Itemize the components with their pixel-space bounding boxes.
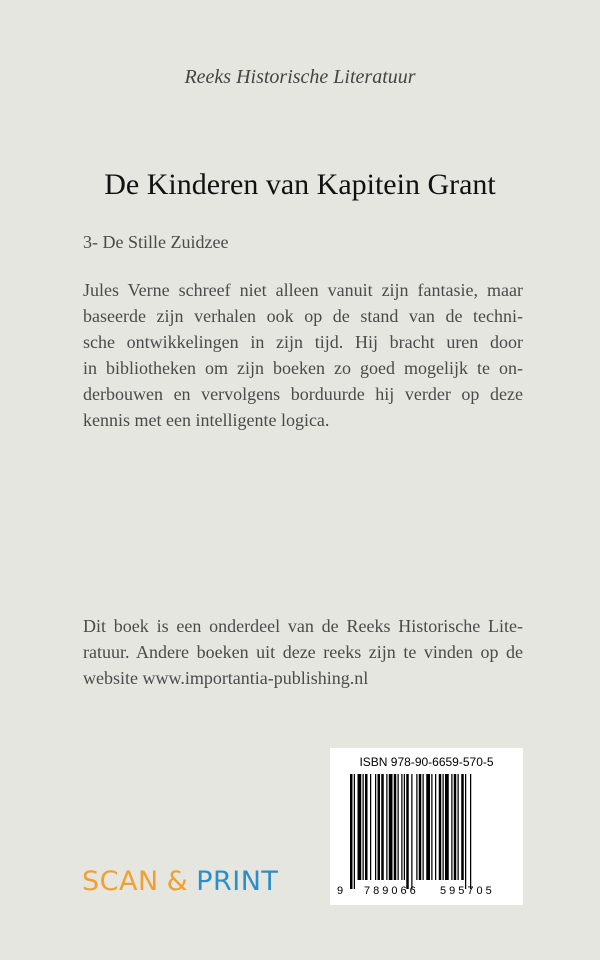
barcode-bar — [454, 774, 457, 880]
barcode-bar — [411, 774, 412, 889]
blurb-line: derbouwen en vervolgens borduurde hij verder op deze — [83, 384, 523, 404]
barcode-bar — [358, 774, 362, 880]
barcode-bar — [354, 774, 355, 889]
barcode-bar — [431, 774, 432, 880]
barcode-bar — [465, 774, 466, 889]
barcode-bar — [416, 774, 417, 880]
scan-and-print-logo — [82, 866, 278, 897]
logo-ampersand: & — [166, 866, 189, 897]
barcode-bar — [381, 774, 384, 880]
barcode-bar — [451, 774, 452, 880]
barcode-bar — [401, 774, 402, 880]
barcode-bar — [389, 774, 393, 880]
barcode-digit-first: 9 — [337, 885, 344, 897]
blurb-line: in bibliotheken om zijn boeken zo goed mogelijk te on- — [83, 358, 523, 378]
logo-scan-text: SCAN — [82, 866, 159, 897]
barcode-bar — [419, 774, 422, 880]
barcode-bar — [370, 774, 371, 880]
barcode-digits-right: 595705 — [440, 885, 495, 897]
book-subtitle: 3- De Stille Zuidzee — [83, 232, 229, 252]
barcode-bar — [365, 774, 368, 880]
barcode-bar — [439, 774, 442, 880]
barcode-bars — [350, 774, 510, 889]
blurb-line: baseerde zijn verhalen ook op de stand van de techni- — [83, 306, 523, 326]
barcode-bar — [461, 774, 464, 880]
book-title: De Kinderen van Kapitein Grant — [104, 168, 496, 201]
barcode-bar — [443, 774, 444, 880]
blurb-line: kennis met een intelligente logica. — [83, 410, 330, 430]
isbn-barcode — [330, 748, 523, 905]
barcode-bar — [394, 774, 397, 880]
blurb-line: sche ontwikkelingen in zijn tijd. Hij bracht uren door — [83, 332, 523, 352]
barcode-bar — [426, 774, 430, 880]
barcode-bar — [470, 774, 471, 889]
barcode-bar — [445, 774, 449, 880]
blurb-paragraph — [83, 277, 523, 433]
barcode-bar — [423, 774, 424, 880]
barcode-bar — [363, 774, 364, 880]
logo-print-text: PRINT — [196, 866, 279, 897]
barcode-bar — [435, 774, 436, 880]
barcode-bar — [375, 774, 376, 880]
barcode-bar — [378, 774, 381, 880]
info-line: website www.importantia-publishing.nl — [83, 668, 369, 688]
barcode-bar — [458, 774, 459, 880]
isbn-label: ISBN 978-90-6659-570-5 — [359, 755, 494, 769]
barcode-bar — [398, 774, 399, 880]
barcode-bar — [406, 774, 409, 889]
series-info-paragraph — [83, 613, 523, 691]
barcode-digits-left: 789066 — [364, 885, 419, 897]
info-line: ratuur. Andere boeken uit deze reeks zijn te vinden op de — [83, 642, 523, 662]
series-title: Reeks Historische Literatuur — [184, 66, 416, 88]
blurb-line: Jules Verne schreef niet alleen vanuit zijn fantasie, maar — [83, 280, 523, 300]
barcode-bar — [404, 774, 405, 880]
info-line: Dit boek is een onderdeel van de Reeks Historische Lite- — [83, 616, 523, 636]
barcode-bar — [386, 774, 387, 880]
barcode-bar — [350, 774, 353, 889]
